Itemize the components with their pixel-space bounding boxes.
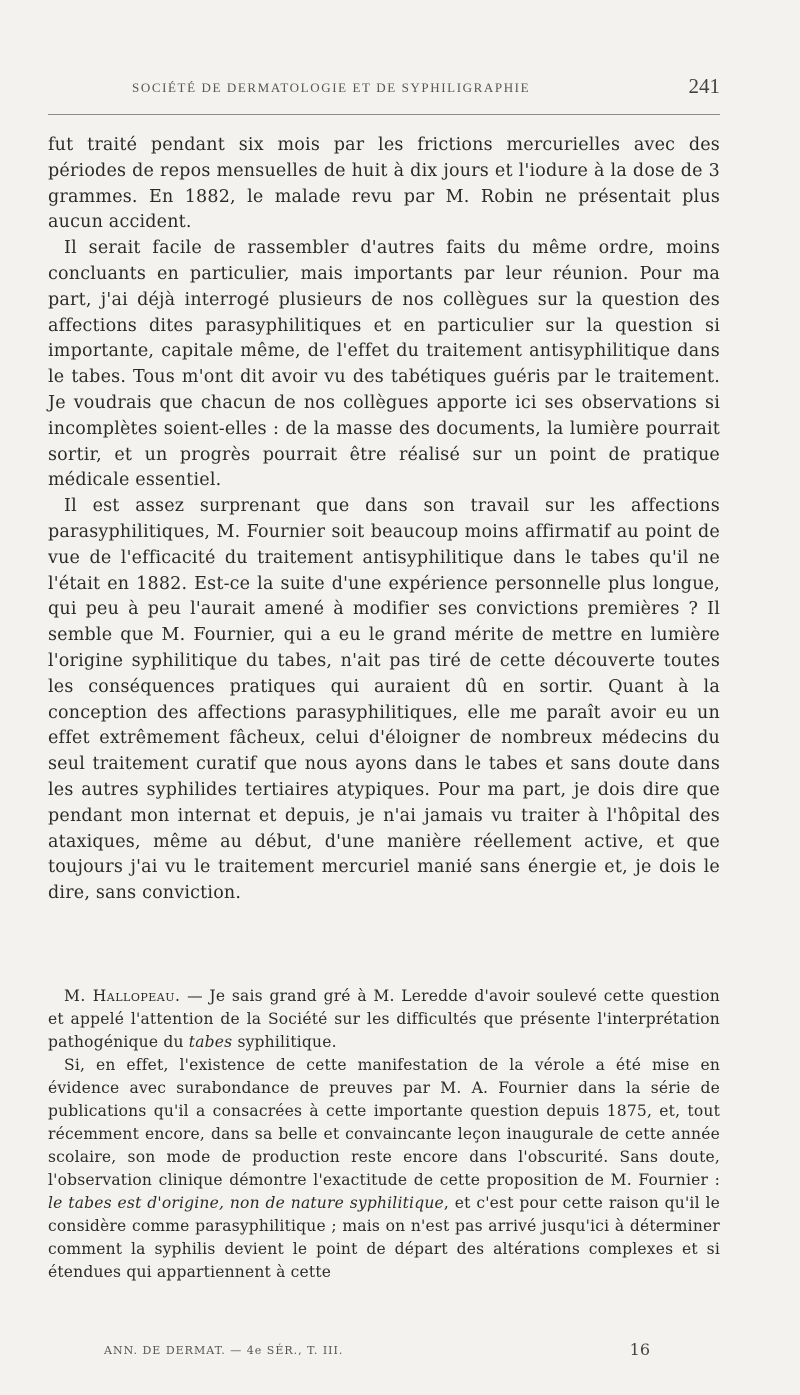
header-rule [48, 114, 720, 115]
footer-journal: ANN. DE DERMAT. — 4e SÉR., T. III. [104, 1344, 344, 1357]
discussion-paragraph-1 [48, 985, 720, 1054]
paragraph-3: Il est assez surprenant que dans son travail sur les affections parasyphilitiques, M. Fournier soit beaucoup moins affirmatif au point de vue de l'efficacité du traitement antisyphilitique dans le tabes qu'il ne l'était en 1882. Est-ce la suite d'une expérience personnelle plus longue, qui peu à peu l'aurait amené à modifier ses convictions premières ? Il semble que M. Fournier, qui a eu le grand mérite de mettre en lumière l'origine syphilitique du tabes, n'ait pas tiré de cette découverte toutes les conséquences pratiques qui auraient dû en sortir. Quant à la conception des affections parasyphilitiques, elle me paraît avoir eu un effet extrêmement fâcheux, celui d'éloigner de nombreux médecins du seul traitement curatif que nous ayons dans le tabes et sans doute dans les autres syphilides tertiaires atypiques. Pour ma part, je dois dire que pendant mon internat et depuis, je n'ai jamais vu traiter à l'hôpital des ataxiques, même au début, d'une manière réellement active, et que toujours j'ai vu le traitement mercuriel manié sans énergie et, je dois le dire, sans conviction. [48, 496, 720, 904]
discussion-text-2b: , et c'est pour cette raison qu'il le considère comme parasyphilitique ; mais on n'est pas arrivé jusqu'ici à déterminer comment la syphilis devient le point de départ des altérations complexes et si étendues qui appartiennent à cette [48, 1194, 721, 1281]
speaker-name: M. Hallopeau. [64, 987, 181, 1005]
page-number: 241 [688, 74, 720, 98]
signature-mark: 16 [629, 1340, 650, 1359]
discussion-paragraph-2 [48, 1054, 720, 1284]
paragraph-2: Il serait facile de rassembler d'autres faits du même ordre, moins concluants en particulier, mais importants par leur réunion. Pour ma part, j'ai déjà interrogé plusieurs de nos collègues sur la question des affections dites parasyphilitiques et en particulier sur la question si importante, capitale même, de l'effet du traitement antisyphilitique dans le tabes. Tous m'ont dit avoir vu des tabétiques guéris par le traitement. Je voudrais que chacun de nos collègues apporte ici ses observations si incomplètes soient-elles : de la masse des documents, la lumière pourrait sortir, et un progrès pourrait être réalisé sur un point de pratique médicale essentiel. [48, 238, 720, 491]
discussion-text-1-end: syphilitique. [232, 1033, 337, 1051]
footer [48, 1340, 720, 1364]
main-body [48, 133, 720, 907]
discussion-text-1: — Je sais grand gré à M. Leredde d'avoir soulevé cette question et appelé l'attention de la Société sur les difficultés que présente l'interprétation pathogénique du [48, 987, 720, 1051]
discussion-italic-2: le tabes est d'origine, non de nature syphilitique [48, 1194, 444, 1212]
running-head-title: SOCIÉTÉ DE DERMATOLOGIE ET DE SYPHILIGRAPHIE [132, 80, 531, 95]
running-head [48, 76, 720, 106]
paragraph-1: fut traité pendant six mois par les frictions mercurielles avec des périodes de repos mensuelles de huit à dix jours et l'iodure à la dose de 3 grammes. En 1882, le malade revu par M. Robin ne présentait plus aucun accident. [48, 135, 720, 233]
discussion-section [48, 985, 720, 1284]
discussion-text-2a: Si, en effet, l'existence de cette manifestation de la vérole a été mise en évidence avec surabondance de preuves par M. A. Fournier dans la série de publications qu'il a consacrées à cette importante question depuis 1875, et, tout récemment encore, dans sa belle et convaincante leçon inaugurale de cette année scolaire, son mode de production reste encore dans l'obscurité. Sans doute, l'observation clinique démontre l'exactitude de cette proposition de M. Fournier : [48, 1056, 720, 1189]
discussion-italic-1: tabes [188, 1033, 233, 1051]
